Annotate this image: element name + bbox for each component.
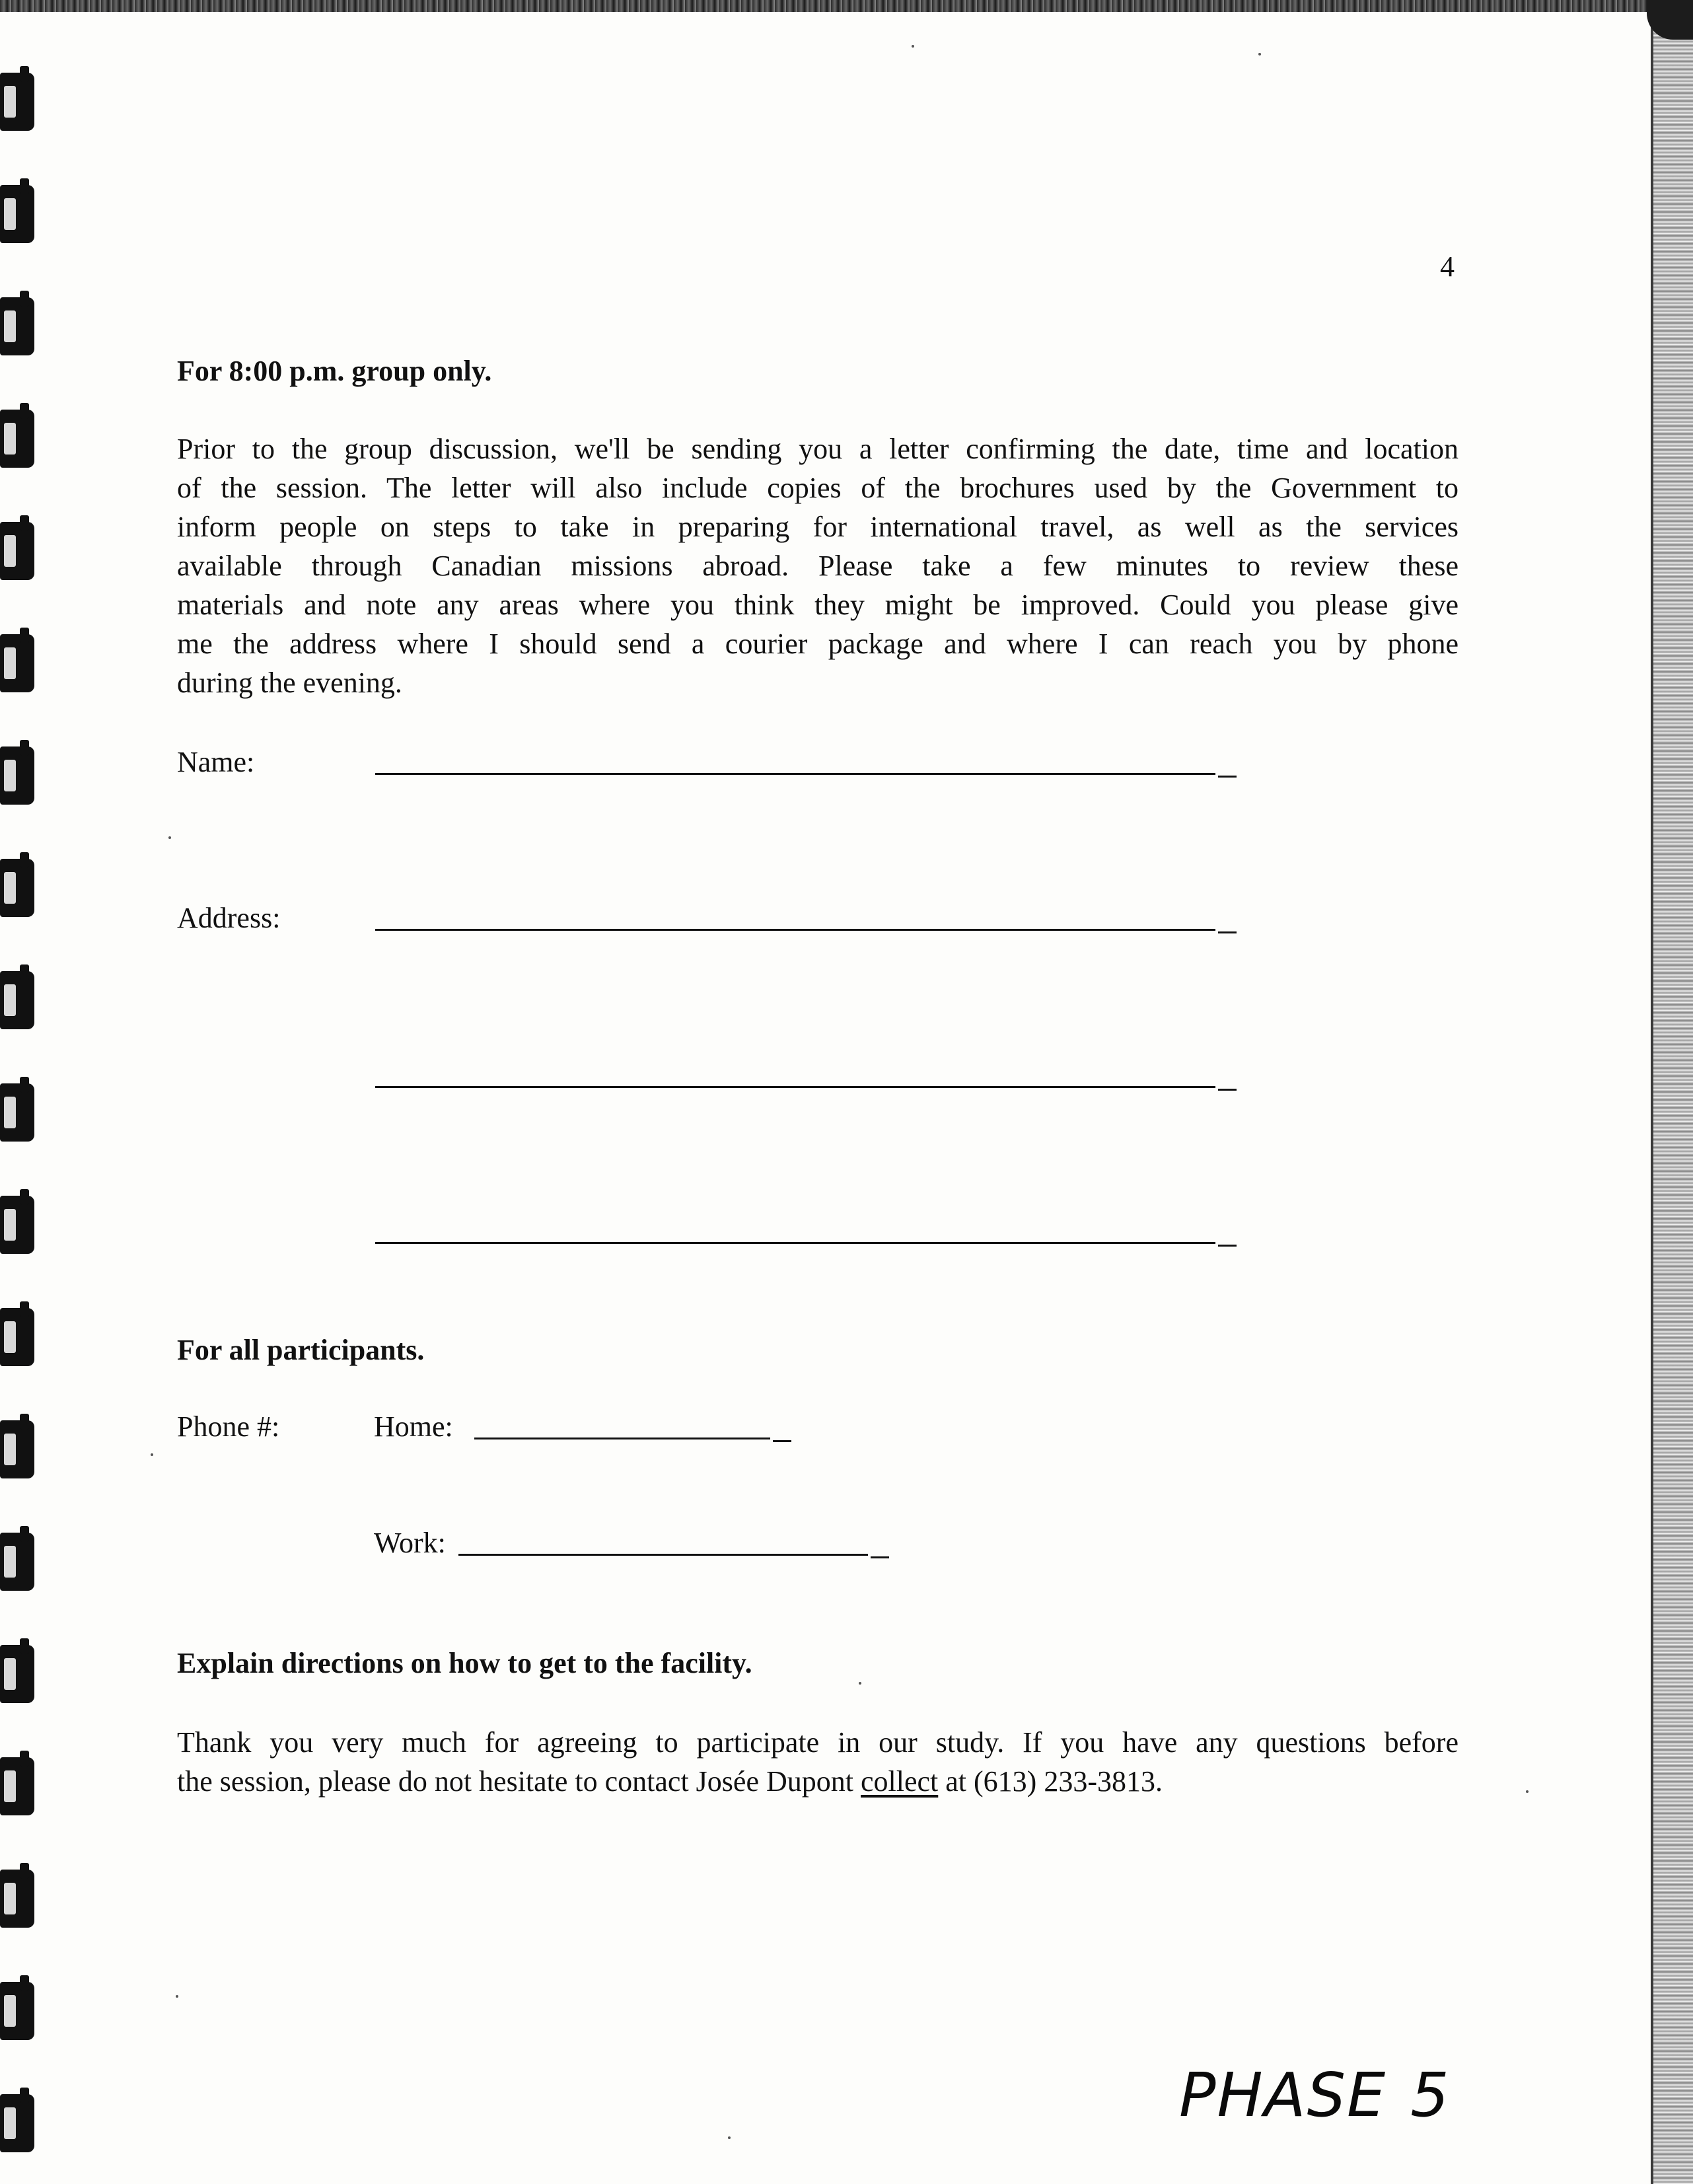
scan-speck [1526, 1790, 1529, 1793]
binding-ring [0, 1757, 34, 1815]
paragraph-line: me the address where I should send a courier package and where I can reach you by phone [177, 628, 1459, 660]
name-label: Name: [177, 746, 255, 778]
binding-ring [0, 859, 34, 917]
binding-ring [0, 185, 34, 243]
scan-speck [912, 45, 914, 48]
work-phone-field[interactable] [458, 1554, 868, 1556]
page-number: 4 [1440, 250, 1455, 283]
scan-speck [1258, 53, 1261, 55]
paragraph-line: materials and note any areas where you think they might be improved. Could you please give [177, 589, 1459, 621]
binding-ring [0, 746, 34, 805]
spiral-binding [0, 0, 40, 2184]
contact-phone: at (613) 233-3813. [938, 1765, 1163, 1798]
scan-top-edge [0, 0, 1651, 12]
binding-ring [0, 634, 34, 692]
binding-ring [0, 1645, 34, 1703]
scan-speck [151, 1453, 153, 1456]
binding-ring [0, 2094, 34, 2152]
scan-speck [728, 2136, 731, 2139]
phone-label: Phone #: [177, 1410, 280, 1443]
binding-ring [0, 1196, 34, 1254]
scan-speck [168, 836, 171, 839]
address-field-line-1[interactable] [375, 929, 1215, 931]
paragraph-line: Prior to the group discussion, we'll be sending you a letter confirming the date, time and location [177, 433, 1459, 465]
intro-paragraph [177, 429, 1459, 702]
closing-line-2 [177, 1762, 1459, 1801]
address-label: Address: [177, 902, 281, 934]
binding-ring [0, 522, 34, 580]
binding-ring [0, 1982, 34, 2040]
address-field-line-2[interactable] [375, 1086, 1215, 1088]
phase-word: PHASE [1179, 2060, 1387, 2130]
binding-ring [0, 1870, 34, 1928]
home-phone-field[interactable] [474, 1438, 770, 1439]
binding-ring [0, 410, 34, 468]
section-heading-all: For all participants. [177, 1334, 425, 1366]
binding-ring [0, 73, 34, 131]
phase-stamp [1179, 2060, 1451, 2130]
paragraph-line: during the evening. [177, 667, 402, 699]
home-phone-label: Home: [374, 1410, 453, 1443]
paragraph-line: available through Canadian missions abroad. Please take a few minutes to review these [177, 550, 1459, 582]
binding-ring [0, 971, 34, 1029]
binding-ring [0, 1420, 34, 1478]
directions-heading: Explain directions on how to get to the facility. [177, 1647, 752, 1679]
closing-text: the session, please do not hesitate to contact Josée Dupont [177, 1765, 861, 1798]
phase-number: 5 [1410, 2060, 1451, 2130]
work-phone-label: Work: [374, 1527, 446, 1559]
binding-ring [0, 1083, 34, 1142]
closing-paragraph [177, 1723, 1459, 1801]
binding-ring [0, 1308, 34, 1366]
name-field[interactable] [375, 773, 1215, 775]
scan-right-edge [1651, 20, 1693, 2184]
paragraph-line: of the session. The letter will also include copies of the brochures used by the Government to [177, 472, 1459, 504]
scan-speck [859, 1682, 861, 1685]
paragraph-line: inform people on steps to take in preparing for international travel, as well as the services [177, 511, 1459, 543]
address-field-line-3[interactable] [375, 1242, 1215, 1244]
binding-ring [0, 1533, 34, 1591]
closing-line-1: Thank you very much for agreeing to participate in our study. If you have any questions before [177, 1726, 1459, 1759]
section-heading-8pm: For 8:00 p.m. group only. [177, 355, 492, 387]
binding-ring [0, 297, 34, 355]
collect-emphasis: collect [861, 1765, 939, 1798]
scan-speck [176, 1995, 178, 1998]
